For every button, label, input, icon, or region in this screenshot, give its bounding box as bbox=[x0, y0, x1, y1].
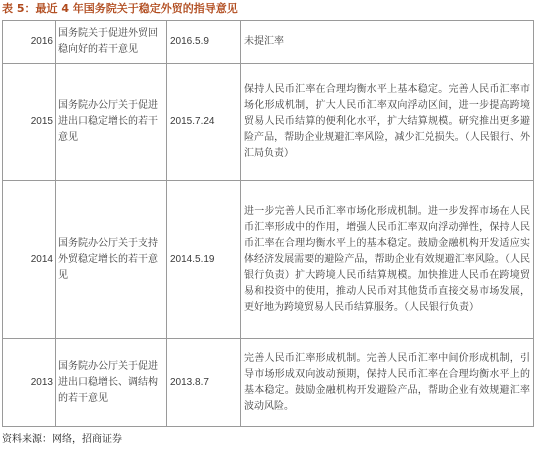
date-cell: 2016.5.9 bbox=[167, 21, 241, 64]
year-cell: 2013 bbox=[3, 339, 56, 427]
document-cell: 国务院关于促进外贸回稳向好的若干意见 bbox=[56, 21, 167, 64]
year-cell: 2016 bbox=[3, 21, 56, 64]
policy-table bbox=[2, 20, 534, 427]
date-cell: 2015.7.24 bbox=[167, 64, 241, 181]
table-title: 表 5：最近 4 年国务院关于稳定外贸的指导意见 bbox=[2, 2, 238, 15]
document-cell: 国务院办公厅关于促进进出口稳定增长的若干意见 bbox=[56, 64, 167, 181]
document-cell: 国务院办公厅关于支持外贸稳定增长的若干意见 bbox=[56, 181, 167, 339]
content-cell: 进一步完善人民币汇率市场化形成机制。进一步发挥市场在人民币汇率形成中的作用，增强人民币汇率双向浮动弹性，保持人民币汇率在合理均衡水平上的基本稳定。鼓励金融机构开发适应实体经济发展需要的避险产品，帮助企业有效规避汇率风险。（人民银行负责）扩大跨境人民币结算规模。加快推进人民币在跨境贸易和投资中的使用，推动人民币对其他货币直接交易市场发展，更好地为跨境贸易人民币结算服务。（人民银行负责） bbox=[241, 181, 534, 339]
table-row bbox=[3, 339, 534, 427]
table-row bbox=[3, 181, 534, 339]
content-cell: 完善人民币汇率形成机制。完善人民币汇率中间价形成机制，引导市场形成双向波动预期，保持人民币汇率在合理均衡水平上的基本稳定。鼓励金融机构开发避险产品，帮助企业有效规避汇率波动风险。 bbox=[241, 339, 534, 427]
table-row bbox=[3, 64, 534, 181]
date-cell: 2013.8.7 bbox=[167, 339, 241, 427]
year-cell: 2014 bbox=[3, 181, 56, 339]
year-cell: 2015 bbox=[3, 64, 56, 181]
source-note: 资料来源：网络，招商证券 bbox=[2, 434, 122, 445]
content-cell: 未提汇率 bbox=[241, 21, 534, 64]
table-row bbox=[3, 21, 534, 64]
date-cell: 2014.5.19 bbox=[167, 181, 241, 339]
content-cell: 保持人民币汇率在合理均衡水平上基本稳定。完善人民币汇率市场化形成机制，扩大人民币汇率双向浮动区间，进一步提高跨境贸易人民币结算的便利化水平，扩大结算规模。研究推出更多避险产品，帮助企业规避汇率风险，减少汇兑损失。（人民银行、外汇局负责） bbox=[241, 64, 534, 181]
document-cell: 国务院办公厅关于促进进出口稳增长、调结构的若干意见 bbox=[56, 339, 167, 427]
